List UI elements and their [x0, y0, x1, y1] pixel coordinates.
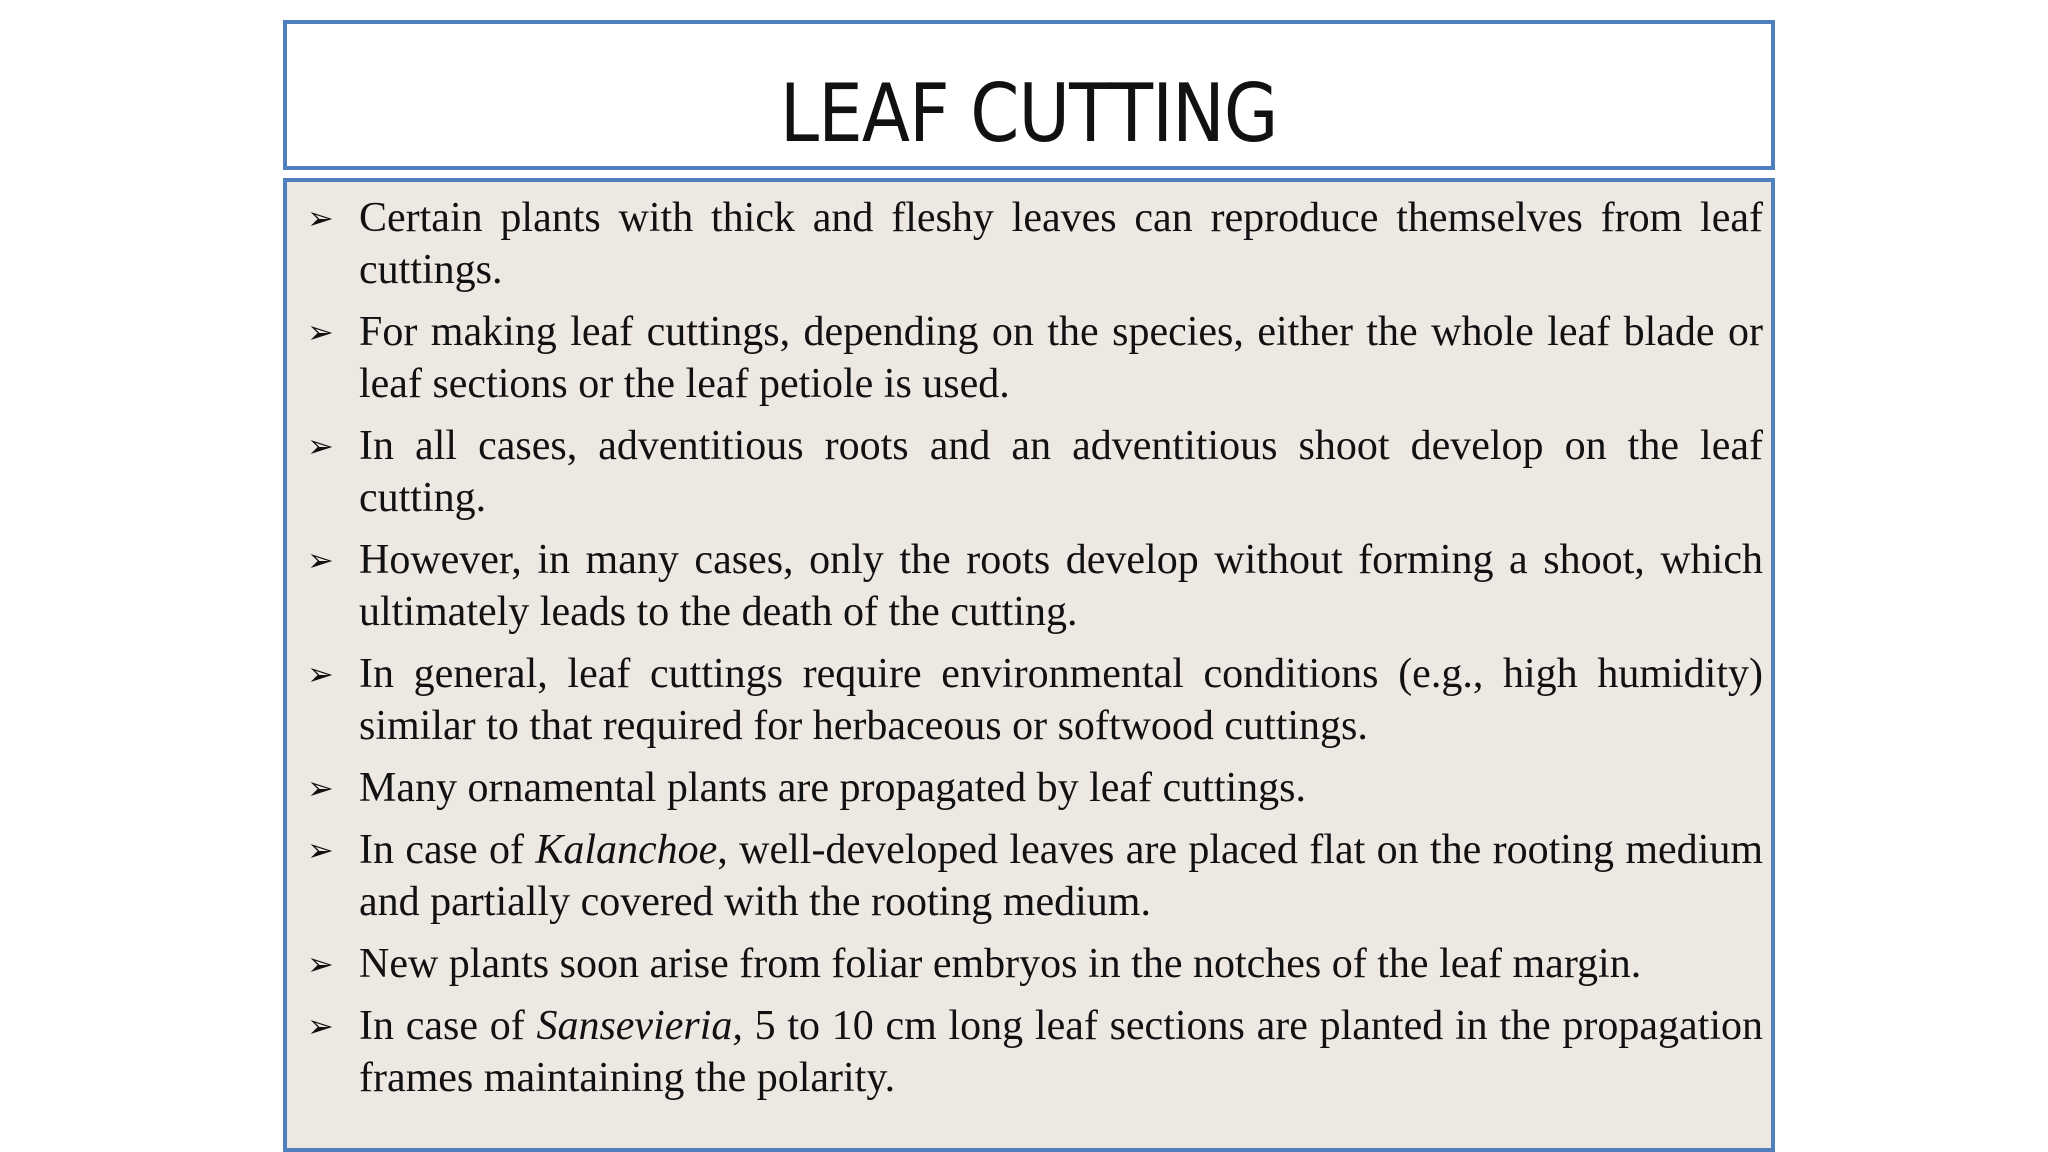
bullet-item: [299, 938, 1765, 990]
bullet-item: [299, 534, 1765, 638]
bullet-text-rest: 5 to 10 cm long leaf sections are planted in the propagation frames maintaining the polarity.: [359, 1003, 1764, 1101]
bullet-text: [359, 1000, 1765, 1104]
bullet-text: Many ornamental plants are propagated by leaf cuttings.: [359, 765, 1307, 811]
slide-title: LEAF CUTTING: [780, 67, 1278, 160]
arrowhead-bullet-icon: ➢: [307, 945, 334, 983]
bullet-item: [299, 306, 1765, 410]
arrowhead-bullet-icon: ➢: [307, 831, 334, 869]
bullet-item: [299, 648, 1765, 752]
arrowhead-bullet-icon: ➢: [307, 199, 334, 237]
title-box: [283, 20, 1775, 170]
bullet-text: For making leaf cuttings, depending on the species, either the whole leaf blade or leaf sections or the leaf petiole is used.: [359, 309, 1763, 407]
bullet-text: New plants soon arise from foliar embryos in the notches of the leaf margin.: [359, 941, 1642, 987]
species-name-sansevieria: Sansevieria,: [536, 1003, 743, 1049]
arrowhead-bullet-icon: ➢: [307, 1007, 334, 1045]
arrowhead-bullet-icon: ➢: [307, 313, 334, 351]
bullet-item: [299, 192, 1765, 296]
bullet-text-lead: In case of: [359, 1003, 537, 1049]
bullet-text-lead: In case of: [359, 827, 536, 873]
bullet-text: Certain plants with thick and fleshy leaves can reproduce themselves from leaf cuttings.: [359, 195, 1763, 293]
bullet-text: [359, 824, 1765, 928]
bullet-item: [299, 1000, 1765, 1104]
bullet-text: In all cases, adventitious roots and an adventitious shoot develop on the leaf cutting.: [359, 423, 1763, 521]
bullet-text: In general, leaf cuttings require environmental conditions (e.g., high humidity) similar to that required for herbaceous or softwood cuttings.: [359, 651, 1763, 749]
bullet-list: [299, 192, 1765, 1114]
arrowhead-bullet-icon: ➢: [307, 427, 334, 465]
arrowhead-bullet-icon: ➢: [307, 541, 334, 579]
arrowhead-bullet-icon: ➢: [307, 769, 334, 807]
bullet-item: [299, 824, 1765, 928]
bullet-text: However, in many cases, only the roots develop without forming a shoot, which ultimately leads to the death of the cutting.: [359, 537, 1763, 635]
species-name-kalanchoe: Kalanchoe: [535, 827, 718, 873]
bullet-item: [299, 420, 1765, 524]
content-box: [283, 178, 1775, 1152]
bullet-text-rest: , well-developed leaves are placed flat on the rooting medium and partially covered with the rooting medium.: [359, 827, 1763, 925]
bullet-item: [299, 762, 1765, 814]
arrowhead-bullet-icon: ➢: [307, 655, 334, 693]
